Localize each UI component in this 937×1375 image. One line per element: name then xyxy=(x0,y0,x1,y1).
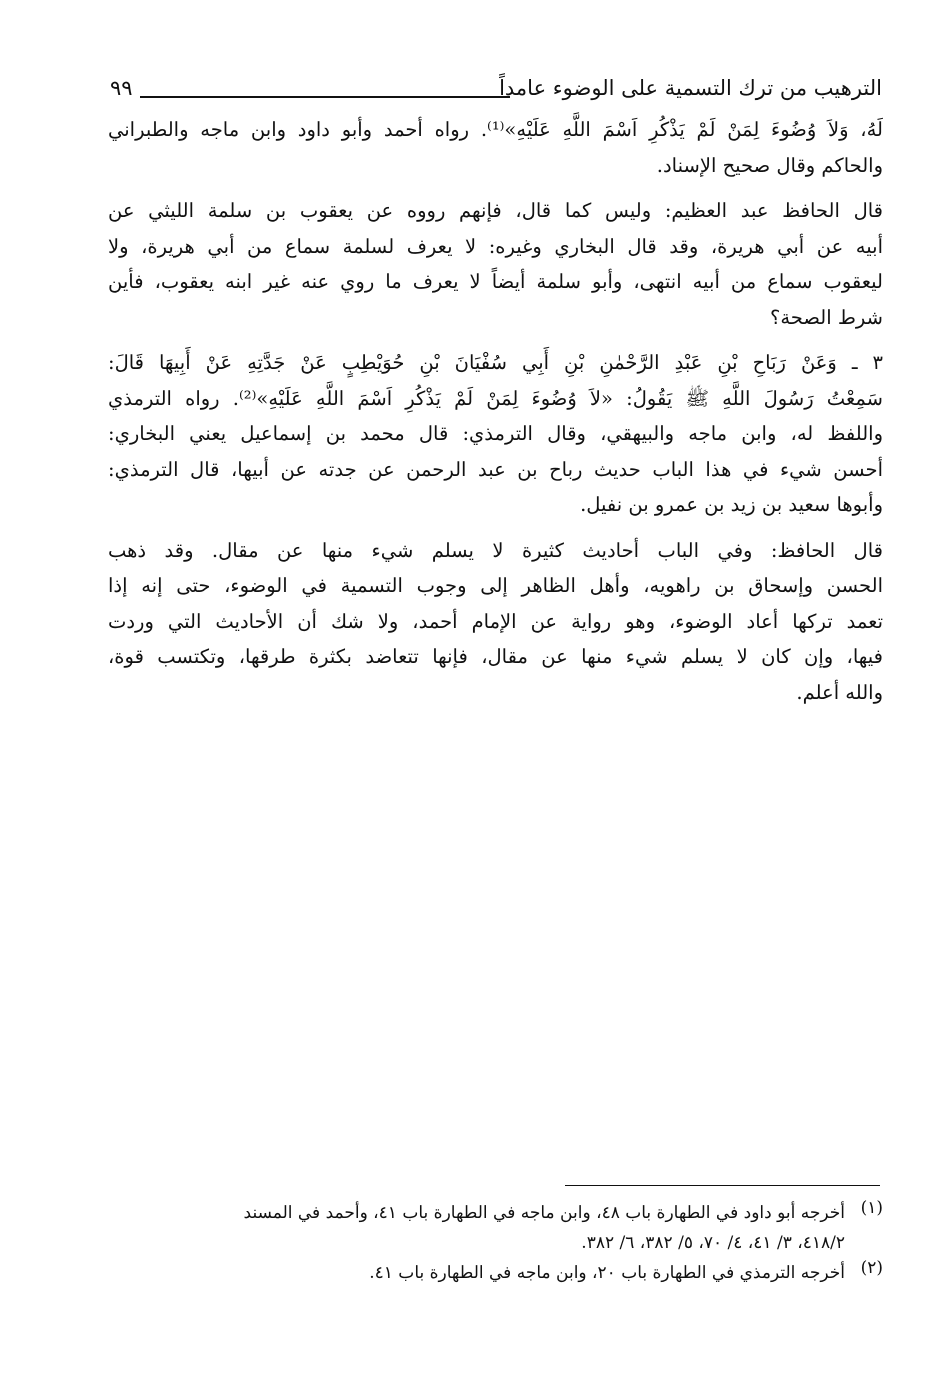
paragraph xyxy=(108,112,883,183)
main-text xyxy=(108,112,883,720)
footnote-line: ٤١٨/٢، ٣/ ٤١، ٤/ ٧٠، ٥/ ٣٨٢، ٦/ ٣٨٢. xyxy=(581,1233,845,1253)
text-line: واللفظ له، وابن ماجه والبيهقي، وقال الترمذي: قال محمد بن إسماعيل يعني البخاري: xyxy=(108,422,883,445)
footnote-separator xyxy=(565,1185,880,1186)
text-line: لَهُ، وَلاَ وُضُوءَ لِمَنْ لَمْ يَذْكُرِ اَسْمَ اللَّهِ عَلَيْهِ»⁽¹⁾. رواه أحمد وأبو داود وابن ماجه والطبراني xyxy=(108,118,883,141)
footnote xyxy=(108,1198,883,1258)
text-line: فيها، وإن كان لا يسلم شيء منها عن مقال، فإنها تتعاضد بكثرة طرقها، وتكتسب قوة، xyxy=(108,645,883,668)
text-line: ٣ ـ وَعَنْ رَبَاحِ بْنِ عَبْدِ الرَّحْمٰنِ بْنِ أَبِي سُفْيَانَ بْنِ حُوَيْطِبٍ عَنْ جَدَّتِهِ عَنْ أَبِيهَا قَالَ: xyxy=(108,351,883,374)
paragraph xyxy=(108,193,883,335)
header-title: الترهيب من ترك التسمية على الوضوء عامداً xyxy=(499,76,882,100)
text-line: تعمد تركها أعاد الوضوء، وهو رواية عن الإمام أحمد، ولا شك أن الأحاديث التي وردت xyxy=(108,609,883,633)
text-line: الحسن وإسحاق بن راهويه، وأهل الظاهر إلى وجوب التسمية في الوضوء، حتى إنه إذا xyxy=(108,574,883,597)
paragraph xyxy=(108,345,883,523)
page-number: ٩٩ xyxy=(110,76,133,100)
footnote-mark: (١) xyxy=(860,1198,883,1218)
running-header xyxy=(110,72,882,108)
text-line: سَمِعْتُ رَسُولَ اللَّهِ ﷺ يَقُولُ: «لاَ وُضُوءَ لِمَنْ لَمْ يَذْكُرِ اَسْمَ اللَّهِ عَلَيْهِ»⁽²⁾. رواه الترمذي xyxy=(108,386,883,410)
text-line: أحسن شيء في هذا الباب حديث رباح بن عبد الرحمن عن جدته عن أبيها، قال الترمذي: xyxy=(108,457,883,481)
text-line: ليعقوب سماع من أبيه انتهى، وأبو سلمة أيضاً لا يعرف ما روي عنه غير ابنه يعقوب، فأين xyxy=(108,270,883,293)
footnote-line: أخرجه أبو داود في الطهارة باب ٤٨، وابن ماجه في الطهارة باب ٤١، وأحمد في المسند xyxy=(243,1203,845,1223)
text-line: قال الحافظ عبد العظيم: وليس كما قال، فإنهم رووه عن يعقوب بن سلمة الليثي عن xyxy=(108,199,883,222)
footnote-line: أخرجه الترمذي في الطهارة باب ٢٠، وابن ماجه في الطهارة باب ٤١. xyxy=(369,1263,845,1283)
text-line: والحاكم وقال صحيح الإسناد. xyxy=(656,153,883,177)
header-rule xyxy=(140,96,510,98)
paragraph xyxy=(108,533,883,711)
text-line: شرط الصحة؟ xyxy=(770,305,883,329)
text-line: أبيه عن أبي هريرة، وقد قال البخاري وغيره: لا يعرف لسلمة سماع من أبي هريرة، ولا xyxy=(108,234,883,258)
text-line: وأبوها سعيد بن زيد بن عمرو بن نفيل. xyxy=(580,493,883,516)
text-line: والله أعلم. xyxy=(796,680,883,704)
footnote xyxy=(108,1258,883,1288)
footnotes xyxy=(108,1198,883,1288)
footnote-mark: (٢) xyxy=(860,1258,883,1278)
text-line: قال الحافظ: وفي الباب أحاديث كثيرة لا يسلم شيء منها عن مقال. وقد ذهب xyxy=(108,538,883,562)
